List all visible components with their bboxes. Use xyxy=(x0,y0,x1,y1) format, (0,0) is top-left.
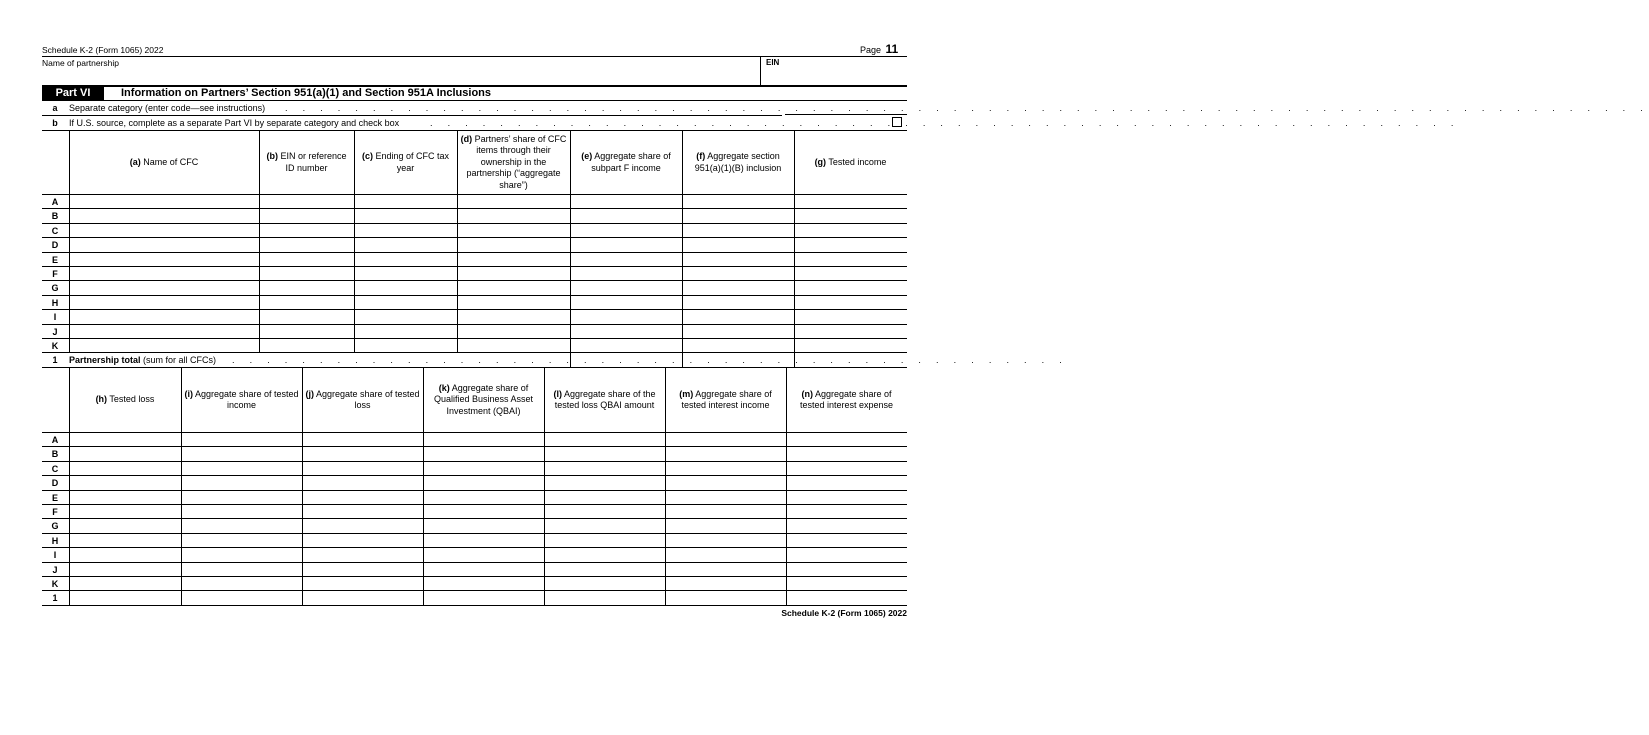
table1-cell[interactable] xyxy=(355,238,456,250)
table1-cell[interactable] xyxy=(70,339,258,351)
table1-cell[interactable] xyxy=(70,281,258,293)
table2-cell[interactable] xyxy=(303,476,422,488)
table2-cell[interactable] xyxy=(70,548,180,560)
table1-cell[interactable] xyxy=(458,310,569,322)
table2-column-header-4 xyxy=(423,368,544,432)
table1-cell[interactable] xyxy=(795,253,906,265)
table2-cell[interactable] xyxy=(424,447,543,459)
table2-cell[interactable] xyxy=(70,563,180,575)
table2-cell[interactable] xyxy=(70,577,180,589)
ein-label: EIN xyxy=(766,58,780,67)
table2-cell[interactable] xyxy=(787,433,906,445)
table1-cell[interactable] xyxy=(70,267,258,279)
table2-cell[interactable] xyxy=(303,433,422,445)
table2-cell[interactable] xyxy=(787,462,906,474)
table1-cell[interactable] xyxy=(458,339,569,351)
table2-cell[interactable] xyxy=(182,591,301,603)
table1-cell[interactable] xyxy=(260,209,353,221)
table1-cell[interactable] xyxy=(70,296,258,308)
table1-cell[interactable] xyxy=(70,238,258,250)
table1-cell[interactable] xyxy=(458,209,569,221)
table1-column-header-1 xyxy=(69,131,259,194)
table1-cell[interactable] xyxy=(260,325,353,337)
table2-cell[interactable] xyxy=(545,519,664,531)
column-rule xyxy=(544,368,545,605)
table2-cell[interactable] xyxy=(303,563,422,575)
table1-cell[interactable] xyxy=(355,310,456,322)
column-letter: (k) xyxy=(438,382,450,393)
table2-cell[interactable] xyxy=(70,519,180,531)
table1-cell[interactable] xyxy=(683,209,793,221)
table2-cell[interactable] xyxy=(182,476,301,488)
table1-cell[interactable] xyxy=(458,195,569,207)
column-text: Partners’ share of CFC items through their ownership in the partnership (“aggregate share”) xyxy=(466,133,567,190)
table2-cell[interactable] xyxy=(666,577,785,589)
table1-cell[interactable] xyxy=(571,238,681,250)
table2-cell[interactable] xyxy=(303,462,422,474)
table1-row-label: K xyxy=(51,341,59,351)
table1-cell[interactable] xyxy=(795,267,906,279)
table1-cell[interactable] xyxy=(458,325,569,337)
table2-column-header-2 xyxy=(181,368,302,432)
column-rule xyxy=(69,368,70,605)
table1-cell[interactable] xyxy=(795,209,906,221)
column-letter: (f) xyxy=(696,151,706,161)
table2-cell[interactable] xyxy=(70,476,180,488)
column-letter: (n) xyxy=(801,388,813,399)
table1-cell[interactable] xyxy=(260,224,353,236)
table2-cell[interactable] xyxy=(182,519,301,531)
column-text: Aggregate share of subpart F income xyxy=(591,151,671,173)
table1-cell[interactable] xyxy=(683,238,793,250)
table2-cell[interactable] xyxy=(424,476,543,488)
table1-row-label: A xyxy=(51,197,59,207)
table1-column-header-2 xyxy=(259,131,354,194)
part-badge: Part VI xyxy=(42,86,104,100)
table2-cell[interactable] xyxy=(666,447,785,459)
table2-row-label: D xyxy=(51,478,59,489)
table2-cell[interactable] xyxy=(666,534,785,546)
table1-column-header-5 xyxy=(570,131,682,194)
table1-cell[interactable] xyxy=(260,238,353,250)
table1-cell[interactable] xyxy=(355,209,456,221)
table1-cell[interactable] xyxy=(355,195,456,207)
column-rule xyxy=(665,368,666,605)
column-text: Name of CFC xyxy=(140,156,199,167)
table1-cell[interactable] xyxy=(795,325,906,337)
table2-column-header-7 xyxy=(786,368,907,432)
table2-row-label: F xyxy=(52,507,58,517)
table2-cell[interactable] xyxy=(182,534,301,546)
column-text: Tested income xyxy=(826,156,887,167)
table2-cell[interactable] xyxy=(787,505,906,517)
table2-cell[interactable] xyxy=(545,505,664,517)
table1-cell[interactable] xyxy=(683,296,793,308)
separate-category-input[interactable] xyxy=(785,102,907,114)
table1-cell[interactable] xyxy=(795,238,906,250)
table2-cell[interactable] xyxy=(424,534,543,546)
table1-cell[interactable] xyxy=(70,253,258,265)
table2-cell[interactable] xyxy=(182,577,301,589)
total-bold-text: Partnership total xyxy=(69,355,141,365)
table1-cell[interactable] xyxy=(355,339,456,351)
column-text: Aggregate share of tested income xyxy=(192,388,299,410)
us-source-checkbox[interactable] xyxy=(892,117,902,127)
line-b-text: If U.S. source, complete as a separate Part VI by separate category and check box xyxy=(69,118,400,128)
table2-cell[interactable] xyxy=(303,505,422,517)
table2-cell[interactable] xyxy=(424,591,543,603)
table2-cell[interactable] xyxy=(424,519,543,531)
table1-cell[interactable] xyxy=(458,253,569,265)
table2-cell[interactable] xyxy=(666,491,785,503)
table2-cell[interactable] xyxy=(787,491,906,503)
table1-column-header-6 xyxy=(682,131,794,194)
table1-cell[interactable] xyxy=(260,253,353,265)
table1-cell[interactable] xyxy=(571,253,681,265)
column-rule xyxy=(570,131,571,352)
table2-cell[interactable] xyxy=(70,505,180,517)
column-text: Aggregate share of tested interest income xyxy=(681,388,772,410)
table1-cell[interactable] xyxy=(70,310,258,322)
table1-cell[interactable] xyxy=(795,224,906,236)
table2-cell[interactable] xyxy=(424,548,543,560)
column-letter: (c) xyxy=(361,151,373,161)
table2-cell[interactable] xyxy=(182,491,301,503)
table2-cell[interactable] xyxy=(545,447,664,459)
column-letter: (b) xyxy=(266,151,278,161)
table2-cell[interactable] xyxy=(666,591,785,603)
table1-cell[interactable] xyxy=(571,195,681,207)
column-text: Aggregate share of tested interest expense xyxy=(799,388,894,410)
table2-cell[interactable] xyxy=(787,519,906,531)
column-letter: (l) xyxy=(553,388,562,399)
table2-cell[interactable] xyxy=(545,462,664,474)
table1-cell[interactable] xyxy=(70,224,258,236)
table2-cell[interactable] xyxy=(424,433,543,445)
table2-cell[interactable] xyxy=(545,534,664,546)
table2-cell[interactable] xyxy=(303,491,422,503)
column-rule xyxy=(794,131,795,367)
table1-row-label: E xyxy=(51,254,58,265)
table1-cell[interactable] xyxy=(571,281,681,293)
column-letter: (i) xyxy=(184,388,193,399)
table1-cell[interactable] xyxy=(571,296,681,308)
table1-cell[interactable] xyxy=(260,339,353,351)
table1-column-header-4 xyxy=(457,131,570,194)
table1-row-label: H xyxy=(51,297,59,308)
table1-column-header-3 xyxy=(354,131,457,194)
table2-cell[interactable] xyxy=(545,491,664,503)
total-line-number: 1 xyxy=(52,355,58,365)
table2-column-header-3 xyxy=(302,368,423,432)
table1-cell[interactable] xyxy=(571,310,681,322)
table1-cell[interactable] xyxy=(571,267,681,279)
page-label: Page xyxy=(860,45,882,55)
table1-column-header-7 xyxy=(794,131,907,194)
table1-cell[interactable] xyxy=(355,253,456,265)
table1-cell[interactable] xyxy=(795,296,906,308)
table2-cell[interactable] xyxy=(666,462,785,474)
table2-cell[interactable] xyxy=(787,548,906,560)
line-a-label: a xyxy=(52,103,58,113)
table1-cell[interactable] xyxy=(355,281,456,293)
table2-cell[interactable] xyxy=(666,519,785,531)
table2-cell[interactable] xyxy=(182,433,301,445)
table1-cell[interactable] xyxy=(458,296,569,308)
column-rule xyxy=(354,131,355,352)
column-text: Aggregate share of Qualified Business Asset Investment (QBAI) xyxy=(433,382,534,416)
table1-cell[interactable] xyxy=(458,238,569,250)
table2-cell[interactable] xyxy=(182,462,301,474)
table2-cell[interactable] xyxy=(787,534,906,546)
table1-cell[interactable] xyxy=(571,224,681,236)
column-letter: (j) xyxy=(305,388,314,399)
table2-cell[interactable] xyxy=(666,433,785,445)
table1-cell[interactable] xyxy=(260,281,353,293)
table2-cell[interactable] xyxy=(182,505,301,517)
table1-row-label: G xyxy=(51,283,59,294)
table1-cell[interactable] xyxy=(260,310,353,322)
table-bottom-rule xyxy=(42,605,907,606)
table1-cell[interactable] xyxy=(260,296,353,308)
table2-column-header-1 xyxy=(69,368,181,432)
partnership-name-label: Name of partnership xyxy=(42,58,120,68)
table2-row-label: E xyxy=(51,492,58,503)
table2-row-label: K xyxy=(51,579,59,589)
column-rule xyxy=(682,131,683,367)
table1-cell[interactable] xyxy=(260,267,353,279)
table1-cell[interactable] xyxy=(683,325,793,337)
table2-cell[interactable] xyxy=(424,577,543,589)
table1-cell[interactable] xyxy=(795,281,906,293)
table2-cell[interactable] xyxy=(666,505,785,517)
table2-cell[interactable] xyxy=(70,534,180,546)
table2-column-header-5 xyxy=(544,368,665,432)
table2-cell[interactable] xyxy=(545,591,664,603)
partnership-name-field[interactable] xyxy=(42,66,757,84)
table2-row-label: A xyxy=(51,435,59,445)
table2-cell[interactable] xyxy=(70,491,180,503)
table1-cell[interactable] xyxy=(683,267,793,279)
table1-row-label: F xyxy=(52,269,58,279)
ein-field[interactable] xyxy=(766,66,906,84)
table2-cell[interactable] xyxy=(545,433,664,445)
line-a-text: Separate category (enter code—see instructions) xyxy=(69,103,266,113)
column-rule xyxy=(181,368,182,605)
table1-cell[interactable] xyxy=(683,310,793,322)
table1-cell[interactable] xyxy=(458,224,569,236)
table1-cell[interactable] xyxy=(355,296,456,308)
table1-cell[interactable] xyxy=(355,224,456,236)
table2-cell[interactable] xyxy=(545,548,664,560)
table2-cell[interactable] xyxy=(545,563,664,575)
table1-cell[interactable] xyxy=(70,195,258,207)
table1-cell[interactable] xyxy=(355,267,456,279)
table1-row-label: D xyxy=(51,240,59,251)
table1-row-label: I xyxy=(53,312,57,323)
table2-row-label: G xyxy=(51,521,59,532)
table2-cell[interactable] xyxy=(666,476,785,488)
table1-row-label: B xyxy=(51,211,59,222)
table1-cell[interactable] xyxy=(458,267,569,279)
column-text: Tested loss xyxy=(107,394,155,405)
table2-row-label: B xyxy=(51,449,59,460)
table1-cell[interactable] xyxy=(683,224,793,236)
column-rule xyxy=(69,131,70,352)
table2-column-header-6 xyxy=(665,368,786,432)
table1-cell[interactable] xyxy=(795,195,906,207)
column-letter: (h) xyxy=(95,394,108,405)
table2-cell[interactable] xyxy=(70,591,180,603)
table2-cell[interactable] xyxy=(424,505,543,517)
column-letter: (m) xyxy=(679,388,694,399)
partnership-total-label xyxy=(69,355,216,365)
table1-cell[interactable] xyxy=(355,325,456,337)
column-rule xyxy=(457,131,458,352)
table2-cell[interactable] xyxy=(545,577,664,589)
column-rule xyxy=(302,368,303,605)
table2-row-label: I xyxy=(53,550,57,561)
table2-cell[interactable] xyxy=(666,548,785,560)
table1-cell[interactable] xyxy=(683,339,793,351)
table2-cell[interactable] xyxy=(303,577,422,589)
column-letter: (a) xyxy=(129,156,141,167)
table2-cell[interactable] xyxy=(182,548,301,560)
table2-cell[interactable] xyxy=(182,447,301,459)
form-title: Schedule K-2 (Form 1065) 2022 xyxy=(42,45,164,55)
table2-cell[interactable] xyxy=(70,447,180,459)
table2-cell[interactable] xyxy=(545,476,664,488)
table2-cell[interactable] xyxy=(303,447,422,459)
table2-cell[interactable] xyxy=(787,563,906,575)
table1-cell[interactable] xyxy=(683,281,793,293)
table2-cell[interactable] xyxy=(787,591,906,603)
table2-cell[interactable] xyxy=(424,563,543,575)
column-text: Ending of CFC tax year xyxy=(372,151,450,173)
page-number: 11 xyxy=(885,42,899,56)
footer-form-title: Schedule K-2 (Form 1065) 2022 xyxy=(781,608,907,618)
column-letter: (e) xyxy=(581,151,593,161)
table1-row-label: J xyxy=(52,326,58,337)
table2-cell[interactable] xyxy=(787,447,906,459)
part-title: Information on Partners’ Section 951(a)(1) and Section 951A Inclusions xyxy=(121,87,492,99)
table2-row-label: J xyxy=(52,564,58,575)
column-text: Aggregate share of the tested loss QBAI amount xyxy=(554,388,656,410)
table1-cell[interactable] xyxy=(795,310,906,322)
table1-cell[interactable] xyxy=(683,253,793,265)
column-rule xyxy=(259,131,260,352)
table2-cell[interactable] xyxy=(70,433,180,445)
table1-cell[interactable] xyxy=(260,195,353,207)
total-rest-text: (sum for all CFCs) xyxy=(140,355,217,365)
table1-cell[interactable] xyxy=(683,195,793,207)
column-text: EIN or reference ID number xyxy=(277,151,347,173)
table2-cell[interactable] xyxy=(787,476,906,488)
table1-cell[interactable] xyxy=(70,209,258,221)
table2-cell[interactable] xyxy=(303,534,422,546)
table2-cell[interactable] xyxy=(303,519,422,531)
column-rule xyxy=(786,368,787,605)
table2-cell[interactable] xyxy=(424,462,543,474)
page-indicator xyxy=(860,42,898,56)
table1-cell[interactable] xyxy=(571,325,681,337)
table1-row-label: C xyxy=(51,225,59,236)
table2-row-label: H xyxy=(51,535,59,546)
column-letter: (d) xyxy=(460,133,473,144)
column-text: Aggregate section 951(a)(1)(B) inclusion xyxy=(694,151,782,173)
table2-cell[interactable] xyxy=(787,577,906,589)
table2-row-label: C xyxy=(51,463,59,474)
table2-cell[interactable] xyxy=(303,591,422,603)
column-text: Aggregate share of tested loss xyxy=(313,388,420,410)
column-letter: (g) xyxy=(814,156,827,167)
table1-cell[interactable] xyxy=(458,281,569,293)
table2-cell[interactable] xyxy=(70,462,180,474)
table2-cell[interactable] xyxy=(182,563,301,575)
table2-row-label: 1 xyxy=(52,593,58,604)
column-rule xyxy=(423,368,424,605)
table1-cell[interactable] xyxy=(571,209,681,221)
table2-cell[interactable] xyxy=(666,563,785,575)
table2-cell[interactable] xyxy=(424,491,543,503)
table1-cell[interactable] xyxy=(70,325,258,337)
table1-cell[interactable] xyxy=(795,339,906,351)
table2-cell[interactable] xyxy=(303,548,422,560)
table1-cell[interactable] xyxy=(571,339,681,351)
line-b-label: b xyxy=(52,118,58,128)
